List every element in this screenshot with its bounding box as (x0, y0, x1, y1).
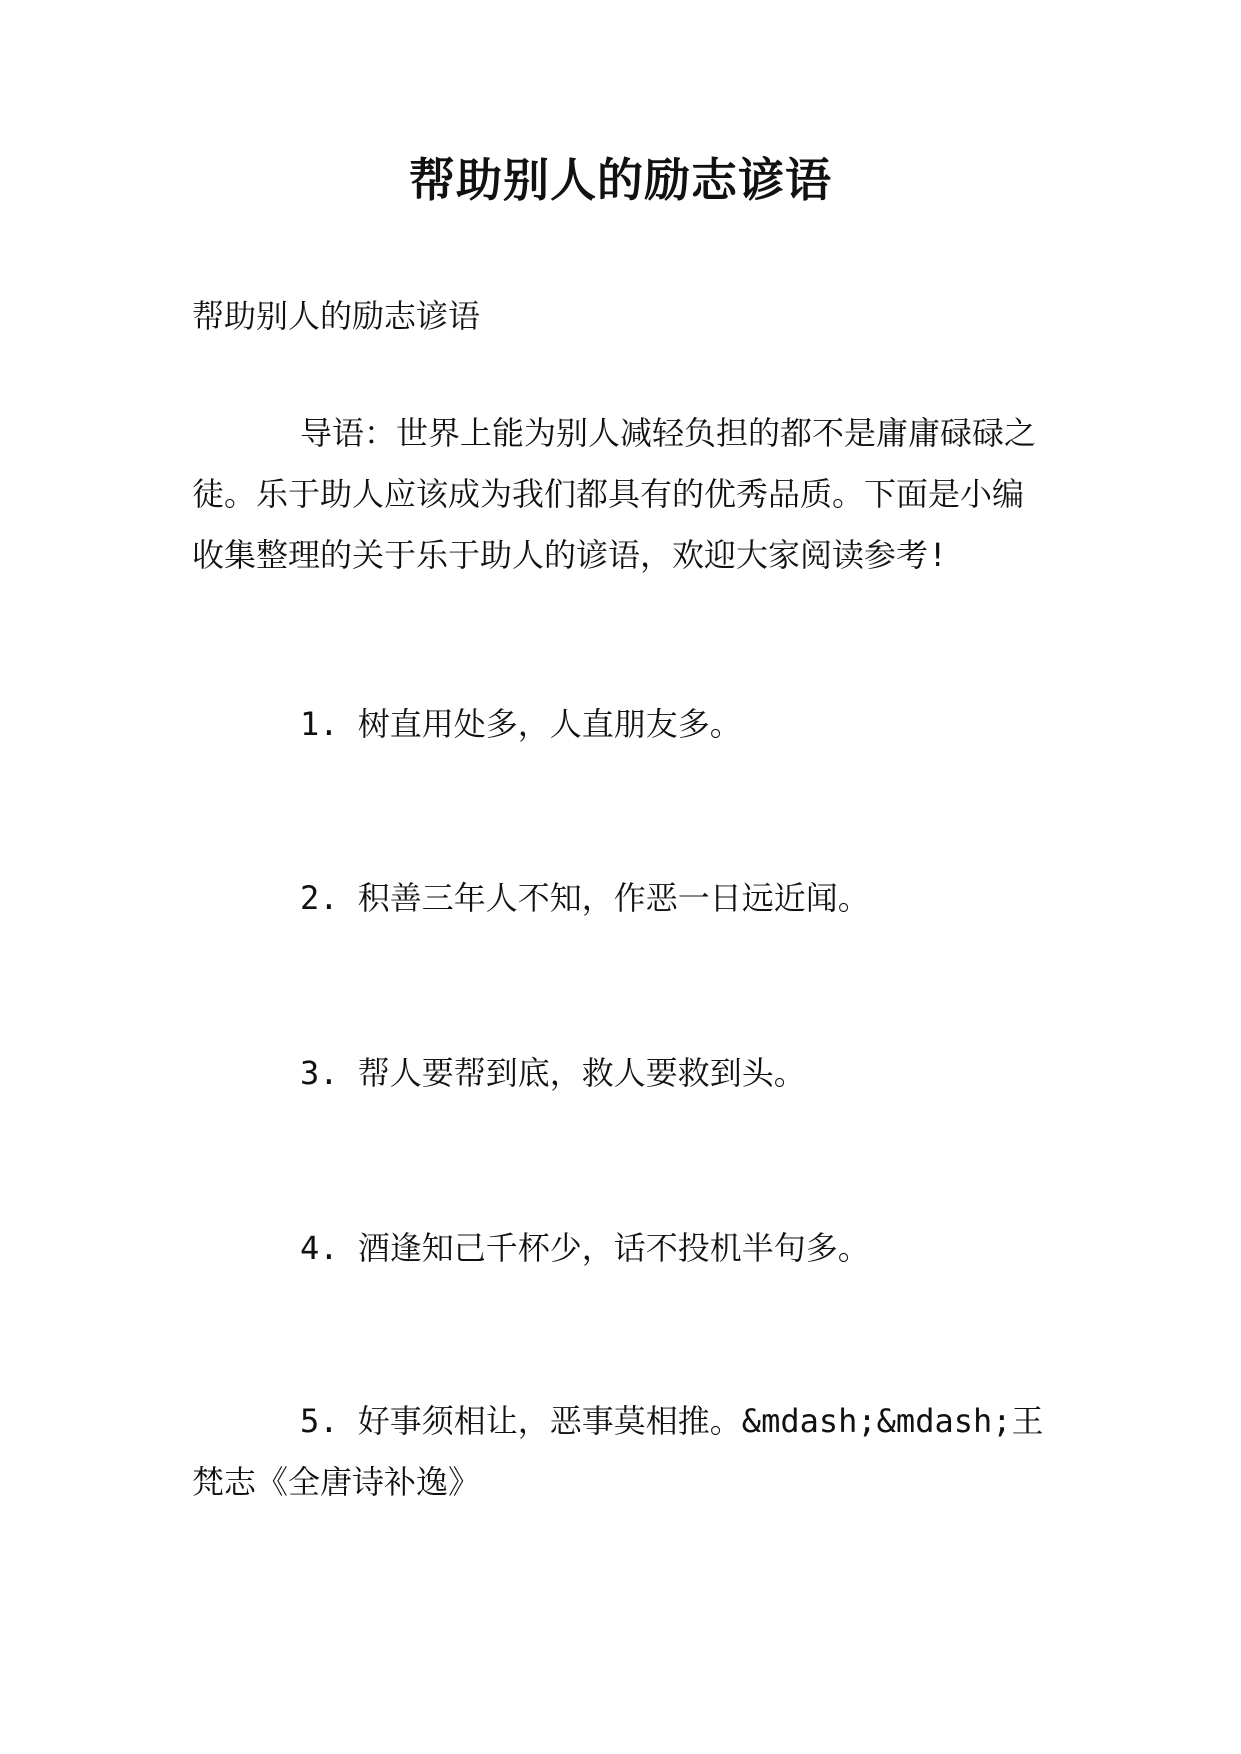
document-title: 帮助别人的励志谚语 (409, 153, 832, 207)
proverb-item-1: 1. 树直用处多，人直朋友多。 (300, 705, 742, 743)
proverb-item-5: 5. 好事须相让，恶事莫相推。&mdash;&mdash;王梵志《全唐诗补逸》 (192, 1402, 1044, 1501)
proverb-item-2: 2. 积善三年人不知，作恶一日远近闻。 (300, 879, 870, 917)
intro-paragraph: 导语：世界上能为别人减轻负担的都不是庸庸碌碌之徒。乐于助人应该成为我们都具有的优秀品质。下面是小编收集整理的关于乐于助人的谚语，欢迎大家阅读参考! (192, 414, 1037, 574)
document-subtitle: 帮助别人的励志谚语 (192, 297, 481, 335)
proverb-item-4: 4. 酒逢知己千杯少，话不投机半句多。 (300, 1229, 870, 1267)
proverb-item-3: 3. 帮人要帮到底，救人要救到头。 (300, 1054, 806, 1092)
